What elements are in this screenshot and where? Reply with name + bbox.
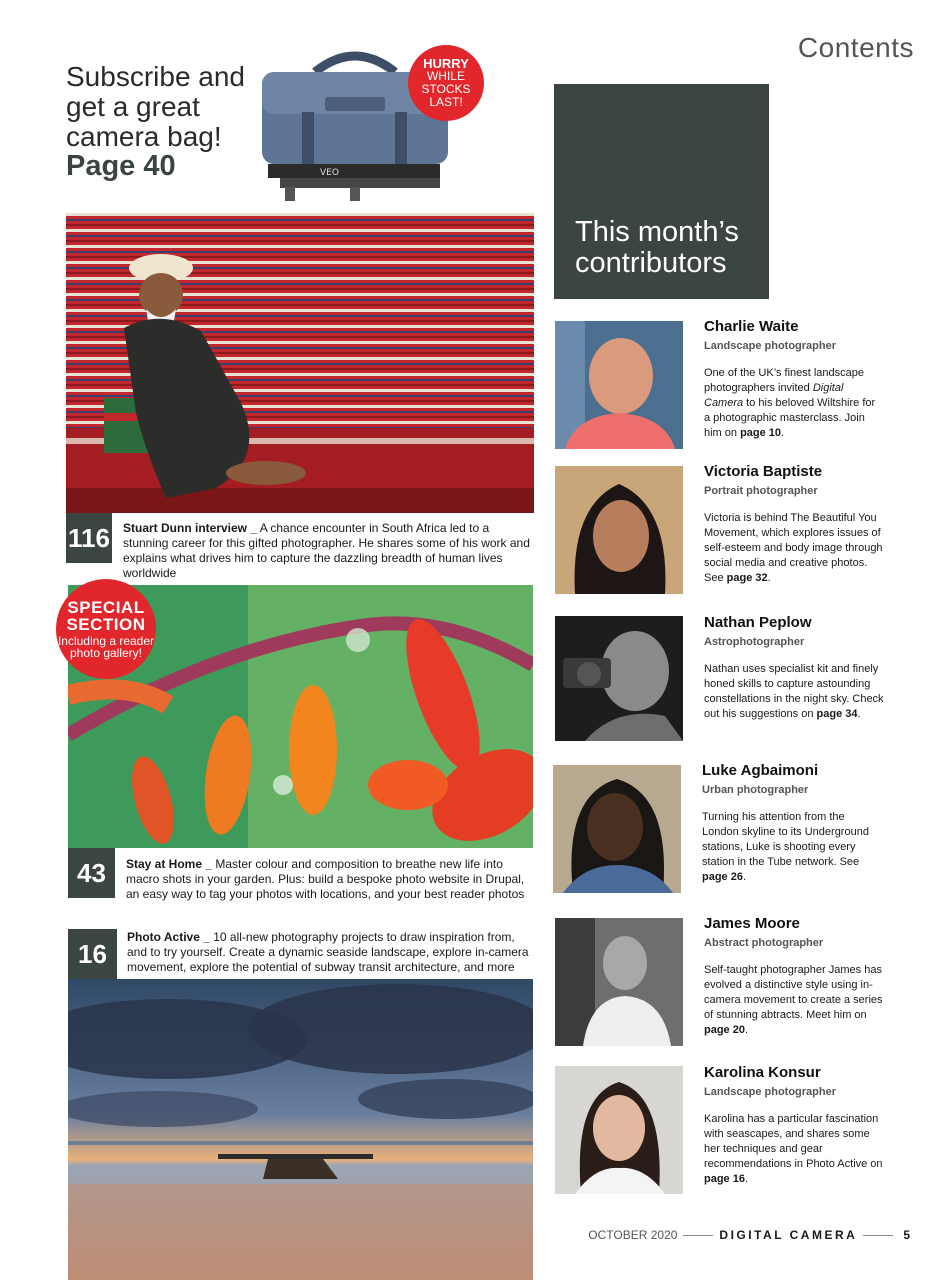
feature-title: Stuart Dunn interview _ <box>123 521 258 535</box>
section-label: Contents <box>797 32 914 63</box>
contributor-bio: Self-taught photographer James has evolved a distinctive style using in-camera movement to create a series of stunning abtracts. Meet him on page 20. <box>704 964 883 1036</box>
footer-divider <box>863 1235 893 1236</box>
contributor-bio: One of the UK’s finest landscape photographers invited Digital Camera to his beloved Wiltshire for a photographic masterclass. Join him on page 10. <box>704 367 876 439</box>
footer-divider <box>683 1235 713 1236</box>
contributor-name: Nathan Peplow <box>704 614 812 631</box>
special-badge-title: SPECIAL SECTION <box>66 598 146 634</box>
feature-body: 10 all-new photography projects to draw inspiration from, and to try yourself. Create a dynamic seaside landscape, explore in-camera movement, explore the potential of subway transit architecture, and more <box>127 930 529 974</box>
feature-description <box>127 930 532 975</box>
contributor-photo[interactable] <box>555 321 683 449</box>
contributor-name: Charlie Waite <box>704 318 799 335</box>
contributor-card <box>704 318 884 441</box>
contributor-role: Astrophotographer <box>704 636 805 648</box>
page-link[interactable]: page 34 <box>816 708 858 720</box>
contributor-role: Landscape photographer <box>704 340 837 352</box>
contributor-card <box>704 463 884 586</box>
page-footer <box>588 1228 910 1242</box>
feature-body: A chance encounter in South Africa led to a stunning career for this gifted photographer. He shares some of his work and explains what drives him to capture the dazzling breadth of human lives worldwide <box>123 521 530 580</box>
seaside-landscape-photo[interactable] <box>68 979 533 1280</box>
badge-stock-text: WHILE STOCKS LAST! <box>421 69 471 109</box>
feature-body: Master colour and composition to breathe new life into macro shots in your garden. Plus: build a bespoke photo website in Drupal, an easy way to tag your photos with locations, and your best reader photos <box>126 857 525 901</box>
contributor-role: Urban photographer <box>702 784 809 796</box>
contributor-photo[interactable] <box>555 616 683 741</box>
special-section-badge <box>56 579 156 679</box>
promo-headline[interactable]: Subscribe and get a great camera bag! <box>66 61 246 152</box>
page-link[interactable]: page 26 <box>702 871 743 883</box>
contributor-card <box>704 614 884 722</box>
contributor-card <box>704 1064 884 1187</box>
page-link[interactable]: page 20 <box>704 1024 745 1036</box>
contributor-bio: Nathan uses specialist kit and finely honed skills to capture astounding constellations in the night sky. Check out his suggestions on page 34. <box>704 663 884 720</box>
stuart-dunn-photo[interactable] <box>66 213 534 513</box>
contributor-bio: Turning his attention from the London skyline to its Underground stations, Luke is shooting every station in the Tube network. See page 26. <box>702 811 869 883</box>
svg-text:VEO: VEO <box>320 168 339 178</box>
contributor-photo[interactable] <box>553 765 681 893</box>
contributor-role: Abstract photographer <box>704 937 824 949</box>
page-link[interactable]: page 16 <box>704 1173 745 1185</box>
magazine-name: Digital Camera <box>704 382 844 409</box>
feature-description <box>126 857 531 902</box>
feature-page-number[interactable]: 43 <box>68 848 115 898</box>
contributor-photo[interactable] <box>555 466 683 594</box>
badge-hurry: HURRY <box>423 56 469 71</box>
contributor-bio: Karolina has a particular fascination with seascapes, and shares some her techniques and gear recommendations in Photo Active on page 16. <box>704 1113 883 1185</box>
contributor-photo[interactable] <box>555 918 683 1046</box>
contributors-title: This month’s contributors <box>575 216 739 279</box>
contributor-photo[interactable] <box>555 1066 683 1194</box>
magazine-title: DIGITAL CAMERA <box>719 1228 858 1242</box>
feature-page-number[interactable]: 116 <box>66 513 112 563</box>
contributor-role: Portrait photographer <box>704 485 818 497</box>
contributor-name: Victoria Baptiste <box>704 463 823 480</box>
contributor-card <box>704 915 884 1038</box>
issue-date: OCTOBER 2020 <box>588 1228 678 1242</box>
page-link[interactable]: page 10 <box>740 427 782 439</box>
promo-page-link[interactable]: Page 40 <box>66 150 176 182</box>
contributor-name: Karolina Konsur <box>704 1064 821 1081</box>
contributor-name: Luke Agbaimoni <box>702 762 819 779</box>
contributor-name: James Moore <box>704 915 800 932</box>
contributors-heading-box <box>554 84 769 299</box>
contributor-role: Landscape photographer <box>704 1086 837 1098</box>
feature-description <box>123 521 533 581</box>
contributor-bio: Victoria is behind The Beautiful You Movement, which explores issues of self-esteem and body image through social media and creative photos. See page 32. <box>704 512 883 584</box>
special-badge-subtitle: Including a reader photo gallery! <box>57 634 155 660</box>
page-link[interactable]: page 32 <box>726 572 768 584</box>
feature-title: Photo Active _ <box>127 930 210 944</box>
contributor-card <box>702 762 882 885</box>
feature-title: Stay at Home _ <box>126 857 213 871</box>
hurry-badge <box>408 45 484 121</box>
feature-page-number[interactable]: 16 <box>68 929 117 979</box>
page-number: 5 <box>903 1228 910 1242</box>
